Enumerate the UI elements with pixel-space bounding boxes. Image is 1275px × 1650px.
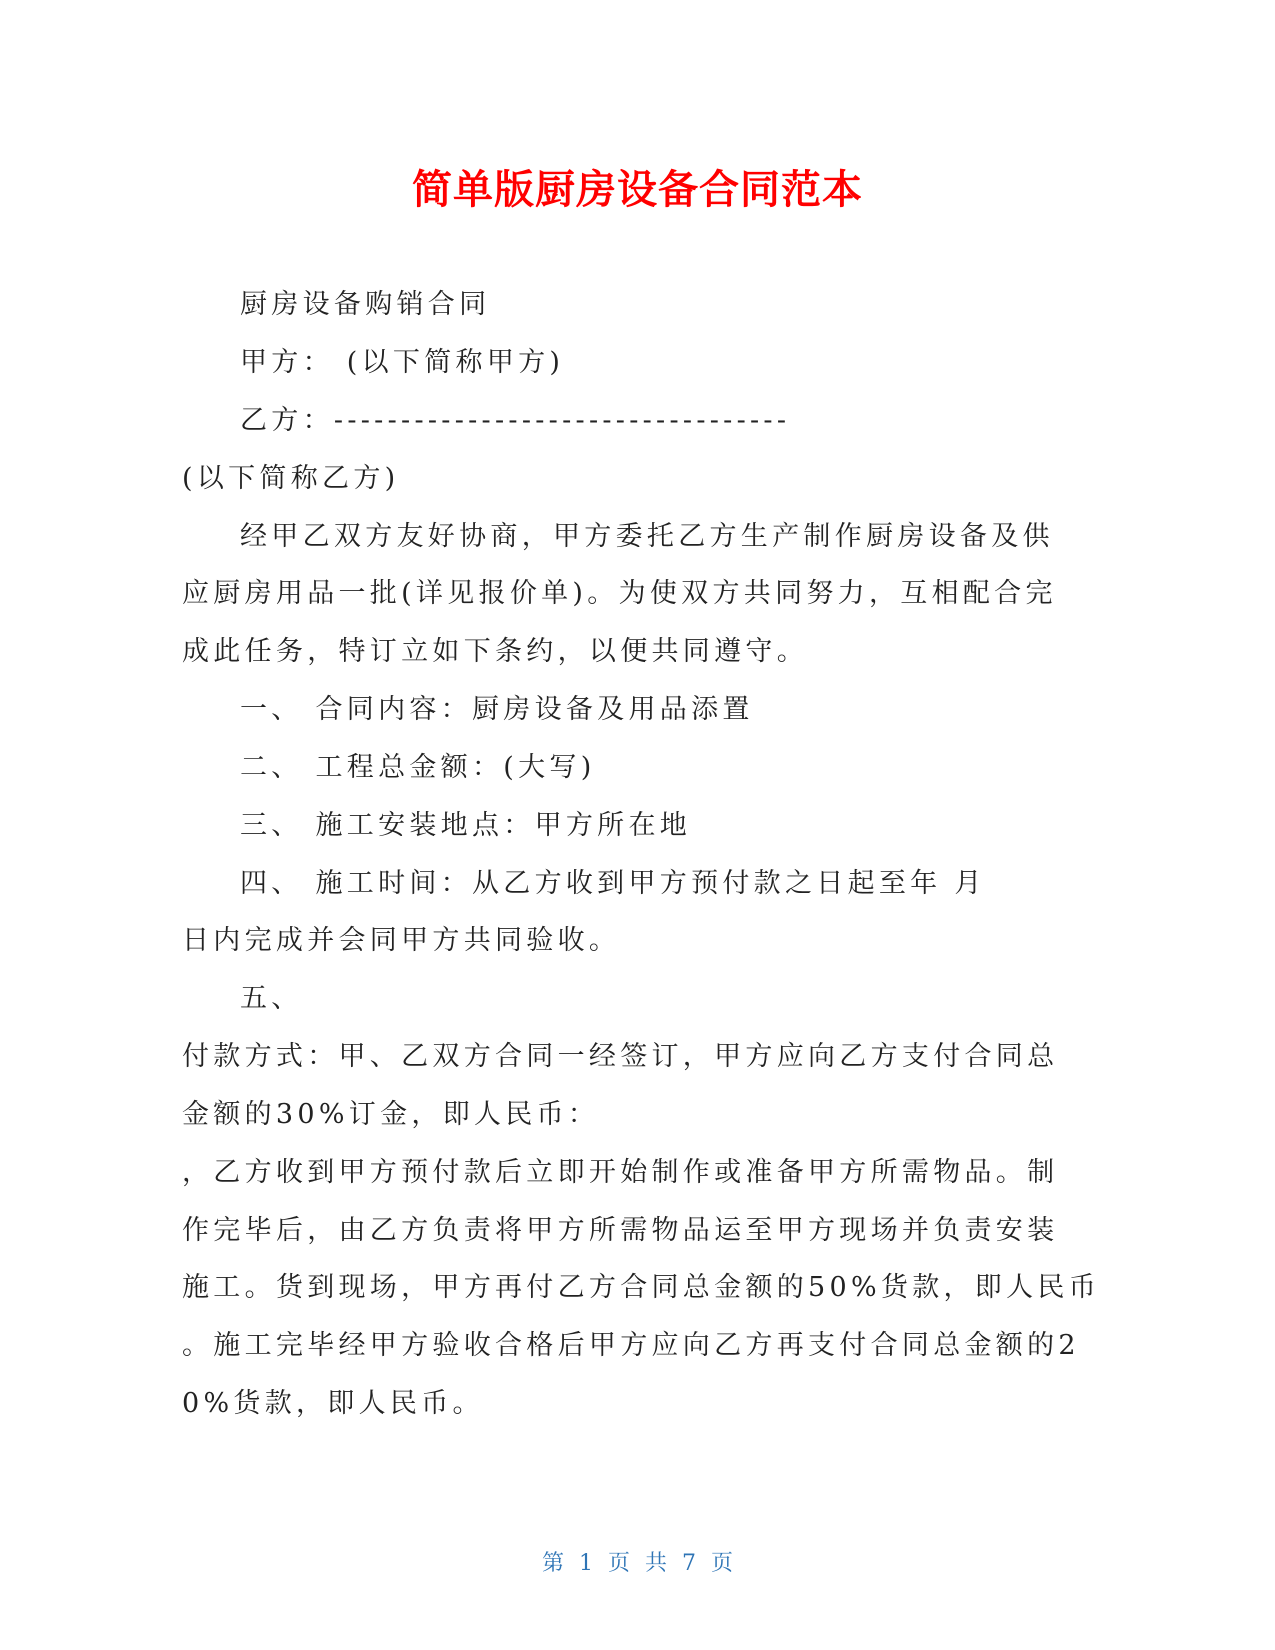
text-line: 施工。货到现场，甲方再付乙方合同总金额的50%货款，即人民币 bbox=[182, 1272, 1101, 1303]
page-number-footer: 第 1 页 共 7 页 bbox=[542, 1551, 733, 1576]
text-line: 0%货款，即人民币。 bbox=[182, 1388, 484, 1419]
text-line: 经甲乙双方友好协商，甲方委托乙方生产制作厨房设备及供 bbox=[240, 521, 1054, 552]
text-line: (以下简称乙方) bbox=[182, 463, 400, 494]
text-line: 作完毕后，由乙方负责将甲方所需物品运至甲方现场并负责安装 bbox=[182, 1215, 1059, 1246]
text-line: 甲方： (以下简称甲方) bbox=[240, 347, 565, 378]
text-line: 五、 bbox=[240, 983, 303, 1014]
text-line: 厨房设备购销合同 bbox=[240, 289, 491, 320]
text-line: 日内完成并会同甲方共同验收。 bbox=[182, 925, 621, 956]
text-line: 付款方式：甲、乙双方合同一经签订，甲方应向乙方支付合同总 bbox=[182, 1041, 1059, 1072]
text-line: 二、 工程总金额：(大写) bbox=[240, 752, 596, 783]
text-line: 成此任务，特订立如下条约，以便共同遵守。 bbox=[182, 636, 808, 667]
text-line: ，乙方收到甲方预付款后立即开始制作或准备甲方所需物品。制 bbox=[182, 1157, 1059, 1188]
text-line: 四、 施工时间：从乙方收到甲方预付款之日起至年 月 bbox=[240, 868, 986, 899]
text-line: 。施工完毕经甲方验收合格后甲方应向乙方再支付合同总金额的2 bbox=[182, 1330, 1080, 1361]
text-line: 金额的30%订金，即人民币： bbox=[182, 1099, 600, 1130]
text-line: 三、 施工安装地点：甲方所在地 bbox=[240, 810, 692, 841]
document-title: 简单版厨房设备合同范本 bbox=[412, 167, 863, 213]
text-line: 应厨房用品一批(详见报价单)。为使双方共同努力，互相配合完 bbox=[182, 578, 1057, 609]
text-line: 一、 合同内容：厨房设备及用品添置 bbox=[240, 694, 754, 725]
text-line: 乙方：---------------------------------- bbox=[240, 405, 791, 436]
